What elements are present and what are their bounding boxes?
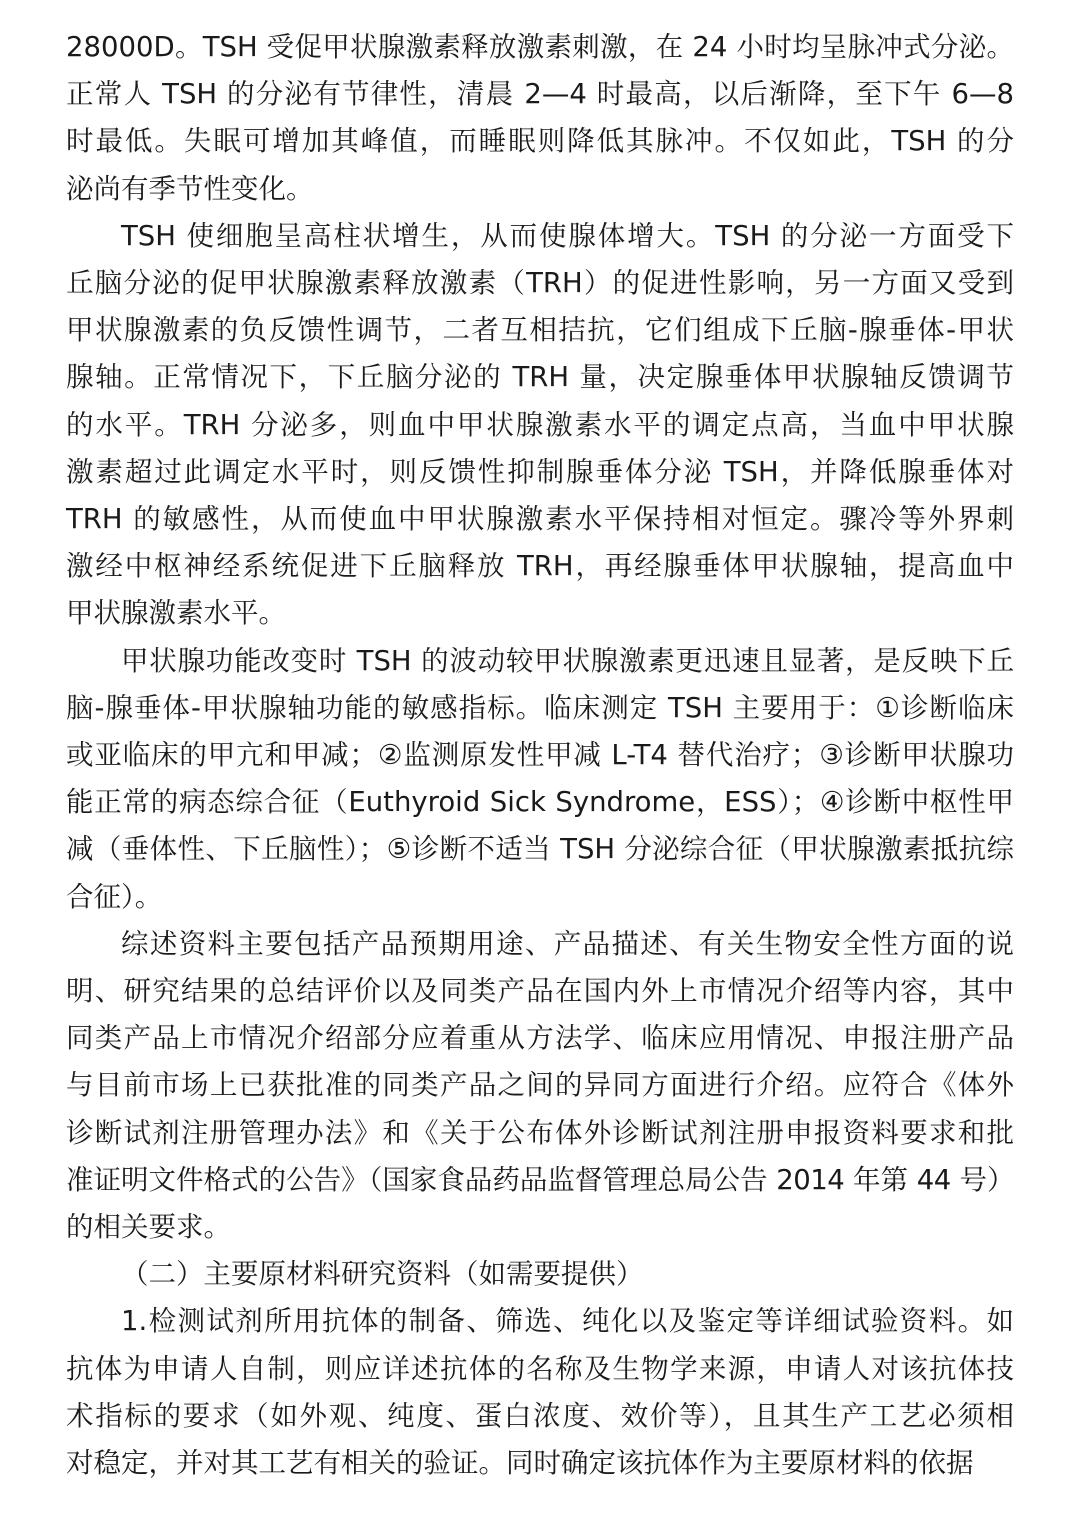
text-line: 减（垂体性、下丘脑性）；⑤诊断不适当 TSH 分泌综合征（甲状腺激素抵抗综 xyxy=(66,833,1014,866)
text-line: 合征）。 xyxy=(66,880,163,913)
paragraph xyxy=(66,638,1014,921)
paragraph xyxy=(66,1298,1014,1487)
text-line: 丘脑分泌的促甲状腺激素释放激素（TRH）的促进性影响，另一方面又受到 xyxy=(66,267,1014,300)
text-line: 综述资料主要包括产品预期用途、产品描述、有关生物安全性方面的说 xyxy=(121,927,1014,960)
text-line: TRH 的敏感性，从而使血中甲状腺激素水平保持相对恒定。骤冷等外界刺 xyxy=(66,503,1014,536)
text-line: 或亚临床的甲亢和甲减；②监测原发性甲减 L-T4 替代治疗；③诊断甲状腺功 xyxy=(66,739,1014,772)
text-line: 甲状腺激素的负反馈性调节，二者互相拮抗，它们组成下丘脑-腺垂体-甲状 xyxy=(66,314,1014,347)
paragraph xyxy=(66,921,1014,1251)
text-line: TSH 使细胞呈高柱状增生，从而使腺体增大。TSH 的分泌一方面受下 xyxy=(121,219,1014,252)
text-line: 术指标的要求（如外观、纯度、蛋白浓度、效价等），且其生产工艺必须相 xyxy=(66,1399,1014,1432)
text-line: 抗体为申请人自制，则应详述抗体的名称及生物学来源，申请人对该抗体技 xyxy=(66,1352,1014,1385)
text-line: 甲状腺功能改变时 TSH 的波动较甲状腺激素更迅速且显著，是反映下丘 xyxy=(121,644,1014,677)
text-line: 激经中枢神经系统促进下丘脑释放 TRH，再经腺垂体甲状腺轴，提高血中 xyxy=(66,550,1014,583)
text-line: 脑-腺垂体-甲状腺轴功能的敏感指标。临床测定 TSH 主要用于：①诊断临床 xyxy=(66,691,1014,724)
text-line: 同类产品上市情况介绍部分应着重从方法学、临床应用情况、申报注册产品 xyxy=(66,1022,1014,1055)
text-line: 时最低。失眠可增加其峰值，而睡眠则降低其脉冲。不仅如此，TSH 的分 xyxy=(66,125,1014,158)
text-line: 正常人 TSH 的分泌有节律性，清晨 2—4 时最高，以后渐降，至下午 6—8 xyxy=(66,78,1014,111)
paragraph xyxy=(66,24,1014,213)
text-line: 的水平。TRH 分泌多，则血中甲状腺激素水平的调定点高，当血中甲状腺 xyxy=(66,408,1014,441)
text-line: 激素超过此调定水平时，则反馈性抑制腺垂体分泌 TSH，并降低腺垂体对 xyxy=(66,455,1014,488)
paragraph xyxy=(66,213,1014,638)
text-line: 腺轴。正常情况下，下丘脑分泌的 TRH 量，决定腺垂体甲状腺轴反馈调节 xyxy=(66,361,1014,394)
text-line: 诊断试剂注册管理办法》和《关于公布体外诊断试剂注册申报资料要求和批 xyxy=(66,1116,1014,1149)
text-line: 明、研究结果的总结评价以及同类产品在国内外上市情况介绍等内容，其中 xyxy=(66,975,1014,1008)
text-line: 与目前市场上已获批准的同类产品之间的异同方面进行介绍。应符合《体外 xyxy=(66,1069,1014,1102)
text-line: 的相关要求。 xyxy=(66,1211,231,1244)
paragraph xyxy=(66,1251,1014,1298)
text-line: （二）主要原材料研究资料（如需要提供） xyxy=(121,1258,644,1291)
text-line: 泌尚有季节性变化。 xyxy=(66,172,314,205)
text-line: 甲状腺激素水平。 xyxy=(66,597,286,630)
text-line: 对稳定，并对其工艺有相关的验证。同时确定该抗体作为主要原材料的依据 xyxy=(66,1447,974,1480)
text-line: 1.检测试剂所用抗体的制备、筛选、纯化以及鉴定等详细试验资料。如 xyxy=(121,1305,1014,1338)
text-line: 28000D。TSH 受促甲状腺激素释放激素刺激，在 24 小时均呈脉冲式分泌。 xyxy=(66,31,1014,63)
text-line: 准证明文件格式的公告》（国家食品药品监督管理总局公告 2014 年第 44 号） xyxy=(66,1163,1014,1196)
text-line: 能正常的病态综合征（Euthyroid Sick Syndrome，ESS）；④诊断中枢性甲 xyxy=(66,786,1014,819)
